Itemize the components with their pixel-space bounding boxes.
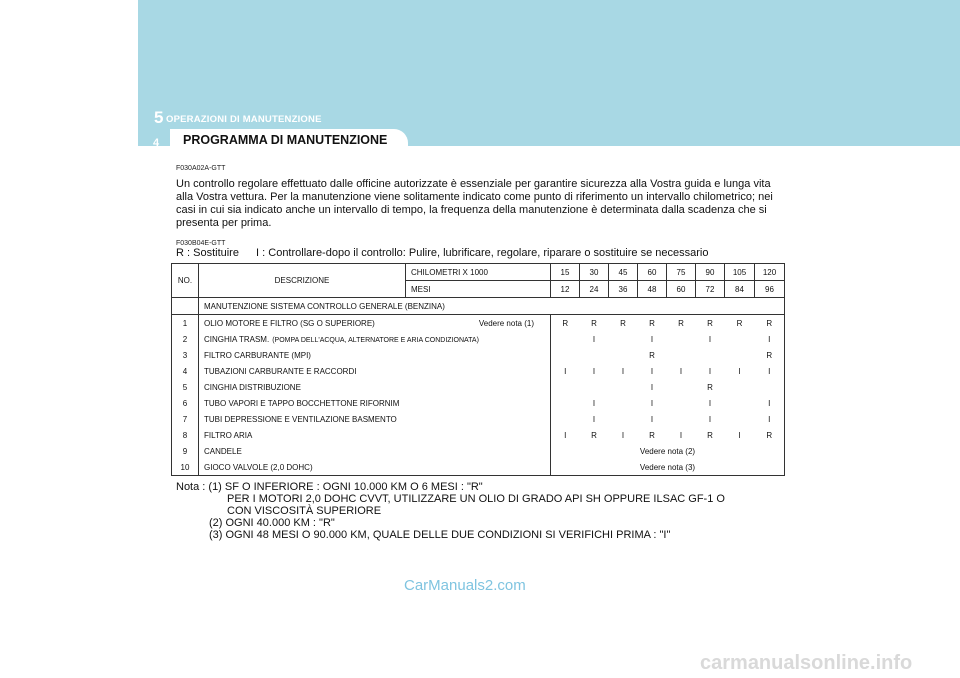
row-number: 6: [172, 395, 199, 411]
interval-cell: R: [736, 318, 743, 328]
table-row: [172, 379, 785, 395]
interval-cell: R: [591, 318, 597, 328]
interval-cell: [580, 347, 609, 363]
interval-cell: [580, 379, 609, 395]
legend-code: F030B04E-GTT: [176, 240, 226, 247]
section-spacer: [172, 298, 199, 315]
row-description: [199, 411, 551, 427]
interval-cell: R: [551, 315, 580, 332]
months-36: 36: [609, 281, 638, 298]
interval-cell: R: [707, 430, 713, 440]
km-75: 75: [667, 264, 696, 281]
interval-cell: I: [650, 414, 654, 424]
row-number: 9: [172, 443, 199, 459]
interval-cell: I: [650, 398, 654, 408]
interval-cell: I: [650, 366, 654, 376]
row-description: [199, 363, 551, 379]
months-label: MESI: [406, 281, 551, 298]
months-60: 60: [667, 281, 696, 298]
row-description: [199, 427, 551, 443]
row-number: 3: [172, 347, 199, 363]
table-row: [172, 395, 785, 411]
row-description-text: OLIO MOTORE E FILTRO (SG O SUPERIORE): [204, 318, 375, 328]
km-30: 30: [580, 264, 609, 281]
months-24: 24: [580, 281, 609, 298]
km-45: 45: [609, 264, 638, 281]
row-number: 10: [172, 459, 199, 476]
maintenance-table: [171, 263, 785, 476]
table-row: [172, 331, 785, 347]
km-label: CHILOMETRI X 1000: [406, 264, 551, 281]
km-15: 15: [551, 264, 580, 281]
col-no-header: NO.: [172, 264, 199, 298]
interval-cell: [725, 411, 755, 427]
watermark-carmanualsonline[interactable]: carmanualsonline.info: [700, 652, 913, 674]
interval-cell: [609, 395, 638, 411]
interval-cell: [609, 379, 638, 395]
table-row: [172, 411, 785, 427]
intro-paragraph: Un controllo regolare effettuato dalle officine autorizzate è essenziale per garantire sicurezza alla Vostra guida e lunga vita alla Vostra vettura. Per la manutenzione viene solitamente indicato come punto di riferimento un intervallo chilometrico; nei casi in cui sia indicato anche un intervallo di tempo, la frequenza della manutenzione è determinata dalla scadenza che si presenta per prima.: [176, 178, 773, 229]
table-row: [172, 459, 785, 476]
note-1-cont: PER I MOTORI 2,0 DOHC CVVT, UTILIZZARE UN OLIO DI GRADO API SH OPPURE ILSAC GF-1 O: [227, 493, 725, 505]
interval-cell: [667, 331, 696, 347]
chapter-title: OPERAZIONI DI MANUTENZIONE: [166, 114, 322, 125]
interval-cell: R: [755, 427, 785, 443]
interval-cell: I: [755, 363, 785, 379]
legend-inspect: I : Controllare-dopo il controllo: Pulire, lubrificare, regolare, riparare o sostituire se necessario: [256, 247, 709, 259]
row-description: [199, 459, 551, 476]
interval-cell: [667, 395, 696, 411]
row-description: [199, 395, 551, 411]
interval-cell: [725, 331, 755, 347]
row-note-span: Vedere nota (2): [551, 443, 785, 459]
interval-cell: [755, 379, 785, 395]
interval-cell: [551, 331, 580, 347]
row-number: 2: [172, 331, 199, 347]
interval-cell: I: [592, 414, 596, 424]
interval-cell: R: [649, 430, 655, 440]
interval-cell: I: [755, 331, 785, 347]
row-description-text: GIOCO VALVOLE (2,0 DOHC): [204, 462, 313, 472]
interval-cell: I: [592, 398, 596, 408]
interval-cell: [725, 347, 755, 363]
interval-cell: R: [649, 318, 655, 328]
interval-cell: I: [708, 366, 712, 376]
table-header-row: [172, 264, 785, 281]
row-description-detail: (POMPA DELL'ACQUA, ALTERNATORE E ARIA CONDIZIONATA): [272, 336, 479, 344]
interval-cell: [551, 411, 580, 427]
row-description-text: TUBI DEPRESSIONE E VENTILAZIONE BASMENTO: [204, 414, 397, 424]
row-description: [199, 347, 551, 363]
intro-code: F030A02A-GTT: [176, 165, 226, 172]
table-row: [172, 443, 785, 459]
note-3: (3) OGNI 48 MESI O 90.000 KM, QUALE DELLE DUE CONDIZIONI SI VERIFICHI PRIMA : "I": [209, 529, 671, 541]
interval-cell: I: [551, 363, 580, 379]
interval-cell: I: [738, 430, 741, 440]
row-description-text: TUBAZIONI CARBURANTE E RACCORDI: [204, 366, 357, 376]
row-description-text: FILTRO ARIA: [204, 430, 253, 440]
interval-cell: I: [708, 334, 712, 344]
interval-cell: [725, 379, 755, 395]
row-number: 8: [172, 427, 199, 443]
interval-cell: I: [708, 398, 712, 408]
km-120: 120: [755, 264, 785, 281]
interval-cell: [696, 347, 725, 363]
interval-cell: I: [650, 382, 654, 392]
chapter-number: 5: [154, 108, 164, 127]
table-section-row: [172, 298, 785, 315]
interval-cell: I: [755, 395, 785, 411]
table-row: [172, 315, 785, 332]
interval-cell: R: [591, 430, 597, 440]
legend: [176, 247, 708, 259]
notes: [176, 481, 725, 541]
months-12: 12: [551, 281, 580, 298]
page-number: 4: [153, 137, 160, 149]
interval-cell: I: [708, 414, 712, 424]
months-84: 84: [725, 281, 755, 298]
interval-cell: I: [592, 334, 596, 344]
months-96: 96: [755, 281, 785, 298]
row-description: [199, 331, 551, 347]
interval-cell: I: [679, 430, 683, 440]
row-description: [199, 315, 551, 332]
interval-cell: R: [707, 382, 713, 392]
section-title-cell: MANUTENZIONE SISTEMA CONTROLLO GENERALE (BENZINA): [199, 298, 785, 315]
interval-cell: I: [738, 366, 741, 376]
interval-cell: I: [621, 366, 625, 376]
interval-cell: [551, 347, 580, 363]
interval-cell: I: [755, 411, 785, 427]
row-number: 5: [172, 379, 199, 395]
interval-cell: I: [592, 366, 596, 376]
row-note-span: Vedere nota (3): [551, 459, 785, 476]
interval-cell: [667, 411, 696, 427]
row-number: 4: [172, 363, 199, 379]
interval-cell: R: [649, 350, 655, 360]
note-1: Nota : (1) SF O INFERIORE : OGNI 10.000 KM O 6 MESI : "R": [176, 481, 483, 493]
months-48: 48: [638, 281, 667, 298]
interval-cell: I: [679, 366, 683, 376]
row-description: [199, 443, 551, 459]
row-description-text: CINGHIA TRASM.: [204, 334, 270, 344]
row-description-text: CANDELE: [204, 446, 242, 456]
col-desc-header: DESCRIZIONE: [199, 264, 406, 298]
table-row: [172, 363, 785, 379]
interval-cell: I: [621, 430, 625, 440]
interval-cell: [725, 395, 755, 411]
interval-cell: R: [620, 318, 626, 328]
row-note: Vedere nota (1): [478, 318, 534, 328]
interval-cell: [551, 395, 580, 411]
interval-cell: R: [707, 318, 713, 328]
interval-cell: [667, 347, 696, 363]
table-row: [172, 347, 785, 363]
table-row: [172, 427, 785, 443]
interval-cell: [667, 379, 696, 395]
km-90: 90: [696, 264, 725, 281]
interval-cell: I: [551, 427, 580, 443]
interval-cell: [609, 347, 638, 363]
interval-cell: R: [755, 315, 785, 332]
row-number: 1: [172, 315, 199, 332]
section-title: PROGRAMMA DI MANUTENZIONE: [183, 133, 388, 147]
row-description-text: TUBO VAPORI E TAPPO BOCCHETTONE RIFORNIM: [204, 398, 400, 408]
months-72: 72: [696, 281, 725, 298]
legend-replace: R : Sostituire: [176, 247, 239, 259]
note-1-cont2: CON VISCOSITÀ SUPERIORE: [227, 505, 382, 517]
km-60: 60: [638, 264, 667, 281]
interval-cell: R: [678, 318, 684, 328]
watermark-carmanuals2[interactable]: CarManuals2.com: [404, 577, 526, 594]
row-number: 7: [172, 411, 199, 427]
row-description: [199, 379, 551, 395]
note-2: (2) OGNI 40.000 KM : "R": [209, 517, 335, 529]
row-description-text: FILTRO CARBURANTE (MPI): [204, 350, 311, 360]
interval-cell: [551, 379, 580, 395]
interval-cell: [609, 411, 638, 427]
interval-cell: I: [650, 334, 654, 344]
interval-cell: R: [755, 347, 785, 363]
row-description-text: CINGHIA DISTRIBUZIONE: [204, 382, 301, 392]
km-105: 105: [725, 264, 755, 281]
interval-cell: [609, 331, 638, 347]
